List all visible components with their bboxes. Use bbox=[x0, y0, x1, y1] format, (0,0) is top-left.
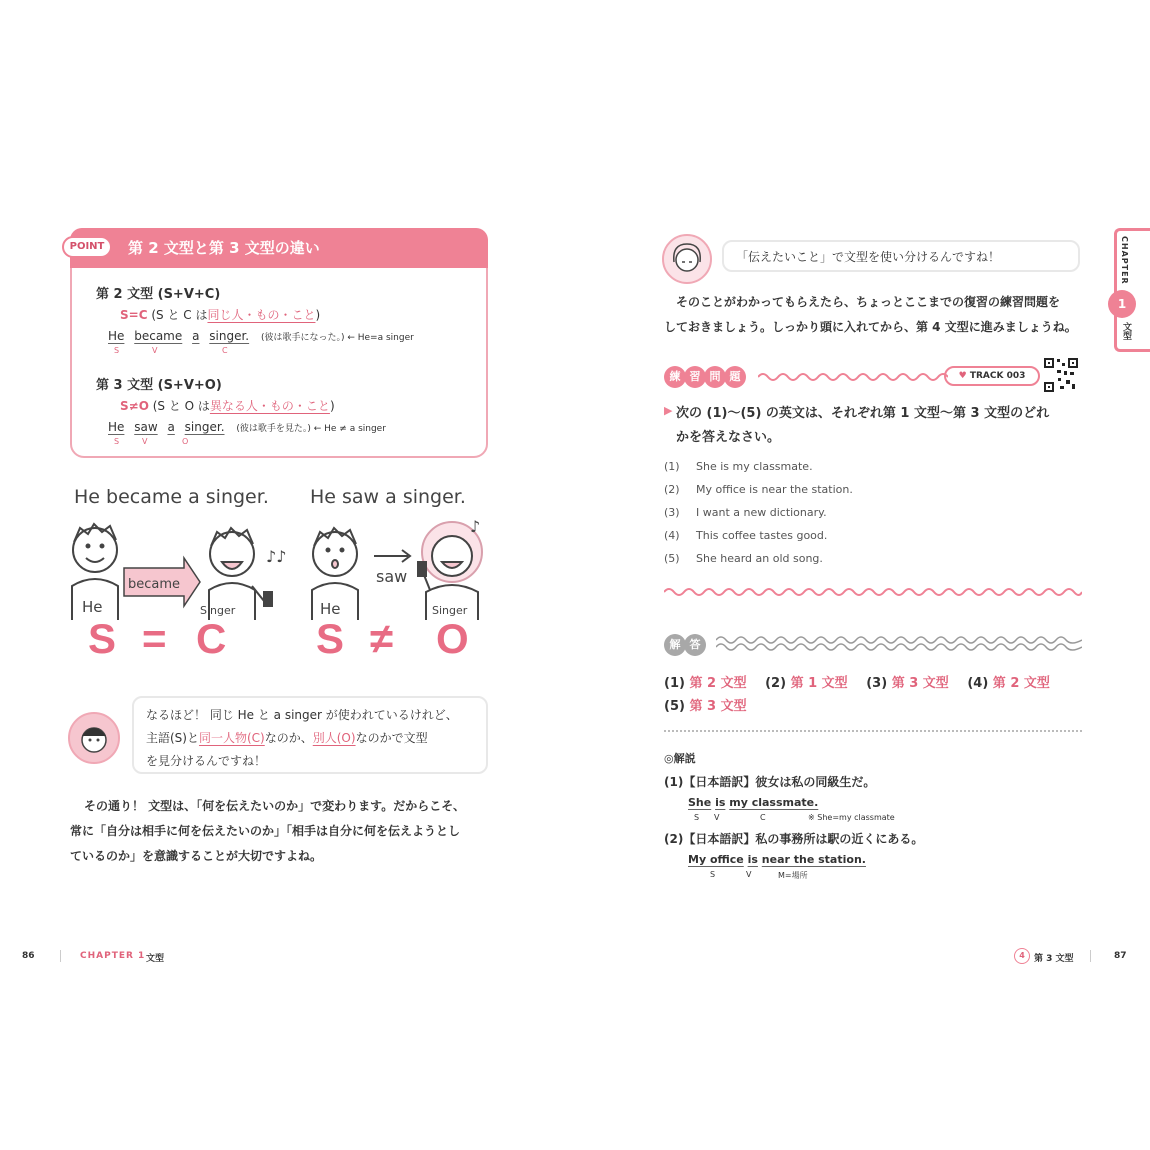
type2-rule-suffix: ) bbox=[315, 308, 321, 322]
type3-rule bbox=[120, 397, 335, 414]
grammar-label: S bbox=[694, 813, 700, 822]
bubble-text-line2 bbox=[146, 729, 428, 746]
shirt-label-he: He bbox=[320, 600, 341, 618]
qr-code-icon[interactable] bbox=[1042, 356, 1080, 394]
exp-word: She bbox=[688, 796, 712, 809]
question-number: (2) bbox=[664, 483, 680, 496]
answer-text: 第 2 文型 bbox=[689, 676, 747, 691]
list-item bbox=[664, 505, 853, 528]
wavy-divider bbox=[664, 584, 1082, 600]
explanation-2-sentence bbox=[688, 853, 866, 866]
student-avatar-icon bbox=[68, 712, 120, 764]
explanation-1-sentence bbox=[688, 796, 818, 809]
bubble-fragment: 主語(S)と bbox=[146, 731, 199, 745]
type3-example bbox=[108, 420, 386, 434]
exp-word: My office bbox=[688, 853, 744, 866]
bubble-emph: 別人(O) bbox=[312, 731, 356, 745]
type3-example-note: (彼は歌手を見た。) ← He ≠ a singer bbox=[236, 424, 386, 434]
answer-number: (1) bbox=[664, 676, 685, 691]
type2-example bbox=[108, 329, 414, 343]
type3-heading: 第 3 文型 (S+V+O) bbox=[96, 378, 222, 393]
question-text: My office is near the station. bbox=[696, 483, 853, 496]
footer-title-left: 文型 bbox=[146, 954, 165, 964]
grammar-label: V bbox=[142, 437, 148, 446]
bubble-fragment: なのかで文型 bbox=[355, 731, 428, 745]
track-button[interactable] bbox=[944, 366, 1040, 386]
exp-word: is bbox=[747, 853, 758, 866]
music-note-icon: ♪ bbox=[470, 517, 481, 536]
intro-line1: そのことがわかってもらえたら、ちょっとここまでの復習の練習問題を bbox=[676, 295, 1061, 309]
grammar-label: V bbox=[714, 813, 720, 822]
eq-c: C bbox=[196, 615, 227, 662]
exercise-badge bbox=[664, 366, 746, 388]
example-word: He bbox=[108, 420, 125, 434]
answer-number: (5) bbox=[664, 699, 685, 714]
bubble-fragment: なのか、 bbox=[264, 731, 313, 745]
arrow-label-saw: saw bbox=[376, 567, 408, 586]
bubble-emph: 同一人物(C) bbox=[198, 731, 265, 745]
type2-heading: 第 2 文型 (S+V+C) bbox=[96, 287, 221, 302]
exp-word: is bbox=[715, 796, 726, 809]
wavy-divider bbox=[758, 368, 948, 386]
eq-s-left: S bbox=[88, 615, 117, 662]
type2-example-note: (彼は歌手になった。) ← He=a singer bbox=[260, 333, 414, 343]
grammar-label: M=場所 bbox=[778, 871, 808, 880]
question-text: I want a new dictionary. bbox=[696, 506, 827, 519]
question-number: (5) bbox=[664, 552, 680, 565]
footer-divider bbox=[1090, 950, 1091, 962]
answer-badge bbox=[664, 634, 706, 656]
grammar-label: C bbox=[760, 813, 766, 822]
answer-char: 解 bbox=[664, 634, 686, 656]
grammar-label: S bbox=[114, 346, 120, 355]
type2-rule bbox=[120, 306, 320, 323]
list-item bbox=[664, 528, 853, 551]
point-badge: POINT bbox=[62, 236, 112, 258]
answer-char: 答 bbox=[684, 634, 706, 656]
body-text-line3: ているのか」を意識することが大切ですよね。 bbox=[70, 849, 323, 863]
body-text-line2: 常に「自分は相手に何を伝えたいのか」「相手は自分に何を伝えようとし bbox=[70, 824, 461, 838]
eq-o: O bbox=[436, 615, 469, 662]
question-text: This coffee tastes good. bbox=[696, 529, 828, 542]
type2-rule-mid: (S と C は bbox=[147, 308, 208, 322]
type2-rule-formula: S=C bbox=[120, 308, 148, 322]
answer-row-2 bbox=[664, 695, 747, 714]
intro-line2: しておきましょう。しっかり頭に入れてから、第 4 文型に進みましょうね。 bbox=[664, 320, 1077, 334]
eq-equals: = bbox=[142, 615, 167, 662]
illustration bbox=[60, 510, 500, 660]
list-item bbox=[664, 459, 853, 482]
example-word: saw bbox=[134, 420, 158, 434]
grammar-label: O bbox=[182, 437, 189, 446]
footer-section-title: 第 3 文型 bbox=[1034, 954, 1074, 964]
bubble-text-line1: なるほど！ 同じ He と a singer が使われているけれど、 bbox=[146, 708, 458, 722]
page-number-right: 87 bbox=[1114, 951, 1127, 961]
dotted-divider bbox=[664, 730, 1082, 732]
music-note-icon: ♪♪ bbox=[266, 547, 287, 566]
illus-caption-right: He saw a singer. bbox=[310, 486, 466, 508]
footer-section-number: 4 bbox=[1014, 948, 1030, 964]
type3-rule-suffix: ) bbox=[329, 399, 335, 413]
footer-chapter: CHAPTER 1 bbox=[80, 951, 146, 961]
grammar-label: V bbox=[746, 870, 752, 879]
instruction-marker-icon: ▶ bbox=[664, 404, 673, 417]
example-word: He bbox=[108, 329, 125, 343]
instruction-line2: かを答えなさい。 bbox=[676, 430, 781, 445]
arrow-label-became: became bbox=[128, 577, 181, 592]
exp-word: near the station. bbox=[761, 853, 866, 866]
chapter-tab-label: CHAPTER bbox=[1120, 236, 1129, 285]
explanation-1-translation: (1)【日本語訳】彼女は私の同級生だ。 bbox=[664, 775, 876, 789]
eq-s-right: S bbox=[316, 615, 345, 662]
answer-text: 第 3 文型 bbox=[891, 676, 949, 691]
question-number: (4) bbox=[664, 529, 680, 542]
exercise-char: 習 bbox=[684, 366, 706, 388]
answer-number: (3) bbox=[866, 676, 888, 691]
answer-row-1 bbox=[664, 672, 1050, 691]
wavy-divider bbox=[716, 634, 1082, 652]
explanation-1-note: ※ She=my classmate bbox=[808, 813, 895, 822]
shirt-label-he: He bbox=[82, 598, 103, 616]
example-word: a bbox=[167, 420, 175, 434]
question-list bbox=[664, 459, 853, 574]
exercise-char: 題 bbox=[724, 366, 746, 388]
answer-text: 第 2 文型 bbox=[992, 676, 1050, 691]
chapter-tab-title: 文型 bbox=[1121, 322, 1131, 340]
example-word: became bbox=[134, 329, 183, 343]
answer-number: (2) bbox=[765, 676, 787, 691]
question-text: She is my classmate. bbox=[696, 460, 813, 473]
answer-text: 第 1 文型 bbox=[790, 676, 848, 691]
chapter-tab-number: 1 bbox=[1108, 290, 1136, 318]
exp-word: my classmate. bbox=[729, 796, 819, 809]
shirt-label-singer: Singer bbox=[432, 604, 468, 617]
grammar-label: V bbox=[152, 346, 158, 355]
page-number-left: 86 bbox=[22, 951, 35, 961]
type3-rule-emph: 異なる人・もの・こと bbox=[209, 399, 330, 413]
question-number: (3) bbox=[664, 506, 680, 519]
grammar-label: C bbox=[222, 346, 228, 355]
track-label: TRACK 003 bbox=[969, 371, 1026, 381]
point-title: 第 2 文型と第 3 文型の違い bbox=[128, 239, 320, 257]
exercise-char: 練 bbox=[664, 366, 686, 388]
bubble-text-line3: を見分けるんですね！ bbox=[146, 754, 267, 768]
question-number: (1) bbox=[664, 460, 680, 473]
exercise-char: 問 bbox=[704, 366, 726, 388]
bubble-text-right: 「伝えたいこと」で文型を使い分けるんですね！ bbox=[736, 250, 1001, 264]
grammar-label: S bbox=[114, 437, 120, 446]
question-text: She heard an old song. bbox=[696, 552, 823, 565]
explanation-heading: ◎解説 bbox=[664, 752, 696, 765]
list-item bbox=[664, 482, 853, 505]
type3-rule-formula: S≠O bbox=[120, 399, 149, 413]
explanation-2-translation: (2)【日本語訳】私の事務所は駅の近くにある。 bbox=[664, 832, 924, 846]
example-word: singer. bbox=[184, 420, 225, 434]
example-word: singer. bbox=[209, 329, 250, 343]
list-item bbox=[664, 551, 853, 574]
teacher-avatar-icon bbox=[662, 234, 712, 284]
shirt-label-singer: Singer bbox=[200, 604, 236, 617]
answer-number: (4) bbox=[967, 676, 989, 691]
eq-not-equal: ≠ bbox=[370, 615, 394, 662]
headphones-icon: ♥ bbox=[958, 371, 967, 381]
footer-divider bbox=[60, 950, 61, 962]
example-word: a bbox=[192, 329, 200, 343]
instruction-line1: 次の (1)〜(5) の英文は、それぞれ第 1 文型〜第 3 文型のどれ bbox=[676, 406, 1050, 421]
illus-caption-left: He became a singer. bbox=[74, 486, 269, 508]
body-text-line1: その通り！ 文型は、「何を伝えたいのか」で変わります。だからこそ、 bbox=[84, 799, 465, 813]
type3-rule-mid: (S と O は bbox=[148, 399, 210, 413]
grammar-label: S bbox=[710, 870, 716, 879]
type2-rule-emph: 同じ人・もの・こと bbox=[207, 308, 316, 322]
answer-text: 第 3 文型 bbox=[689, 699, 747, 714]
